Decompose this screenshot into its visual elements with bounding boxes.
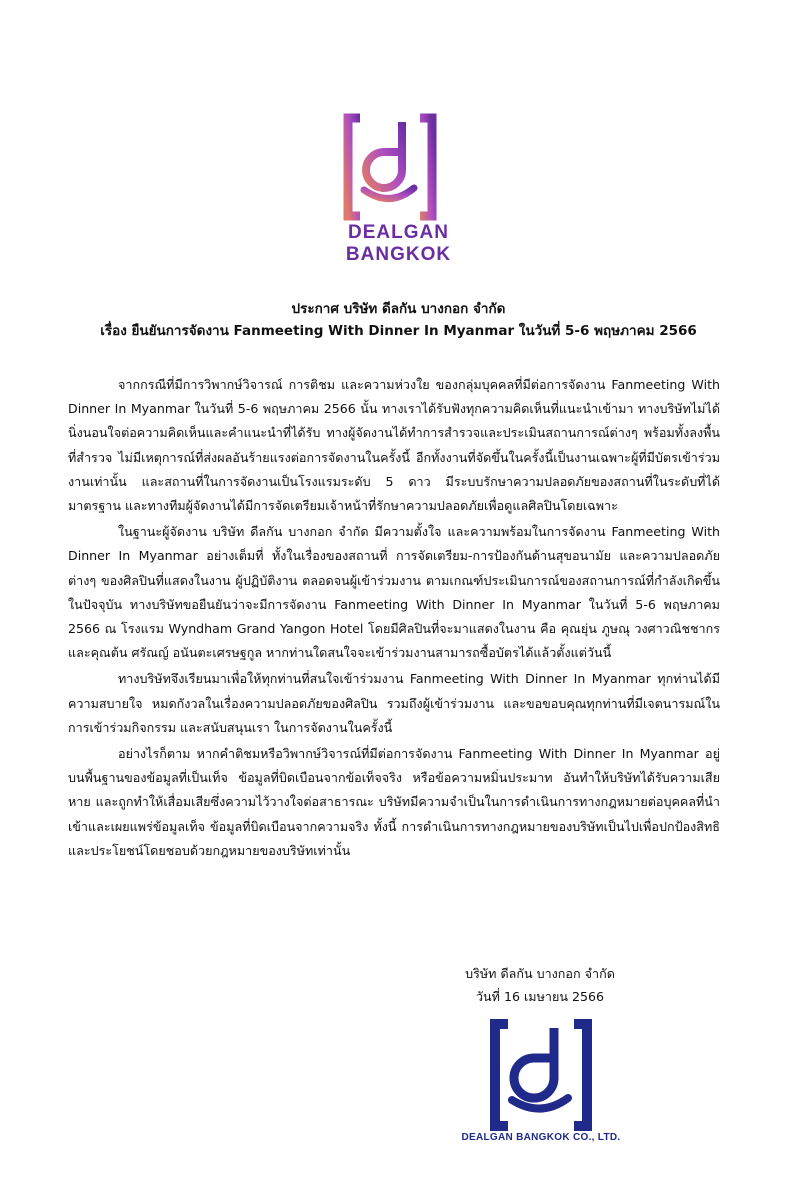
paragraph-2: ในฐานะผู้จัดงาน บริษัท ดีลกัน บางกอก จำกัด มีความตั้งใจ และความพร้อมในการจัดงาน Fanmeeting With Dinner In Myanmar อย่างเต็มที่ ทั้งในเรื่องของสถานที่ การจัดเตรียม-การป้องกันด้านสุขอนามัย และความปลอดภัยต่างๆ ของศิลปินที่แสดงในงาน ผู้ปฏิบัติงาน ตลอดจนผู้เข้าร่วมงาน ตามเกณฑ์ประเมินการณ์ของสถานการณ์ที่กำลังเกิดขึ้นในปัจจุบัน ทางบริษัทขอยืนยันว่าจะมีการจัดงาน Fanmeeting With Dinner In Myanmar ในวันที่ 5-6 พฤษภาคม 2566 ณ โรงแรม Wyndham Grand Yangon Hotel โดยมีศิลปินที่จะมาแสดงในงาน คือ คุณยุ่น ภูษณุ วงศาวณิชชากร และคุณต้น ศรัณญ์ อนันตะเศรษฐกูล หากท่านใดสนใจจะเข้าร่วมงานสามารถซื้อบัตรได้แล้วตั้งแต่วันนี้: [68, 524, 720, 661]
company-logo-bottom: [486, 1018, 596, 1132]
brand-name-bottom: DEALGAN BANGKOK CO., LTD.: [461, 1132, 621, 1143]
signoff-company: บริษัท ดีลกัน บางกอก จำกัด: [465, 966, 615, 981]
brand-line-1: DEALGAN: [348, 222, 449, 243]
signoff-date: วันที่ 16 เมษายน 2566: [475, 989, 605, 1004]
paragraph-4: อย่างไรก็ตาม หากคำติชมหรือวิพากษ์วิจารณ์ที่มีต่อการจัดงาน Fanmeeting With Dinner In Myanmar อยู่บนพื้นฐานของข้อมูลที่เป็นเท็จ ข้อมูลที่บิดเบือนจากข้อเท็จจริง หรือข้อความหมิ่นประมาท อันทำให้บริษัทได้รับความเสียหาย และถูกทำให้เสื่อมเสียซึ่งความไว้วางใจต่อสาธารณะ บริษัทมีความจำเป็นในการดำเนินการทางกฎหมายต่อบุคคลที่นำเข้าและเผยแพร่ข้อมูลเท็จ ข้อมูลที่บิดเบือนจากความจริง ทั้งนี้ การดำเนินการทางกฎหมายของบริษัทเป็นไปเพื่อปกป้องสิทธิและประโยชน์โดยชอบด้วยกฎหมายของบริษัทเท่านั้น: [68, 746, 720, 858]
announcement-body: [68, 373, 720, 863]
company-logo-top: [340, 112, 440, 222]
signoff: [440, 962, 640, 1008]
brand-name-top: [300, 222, 497, 266]
paragraph-1: จากกรณีที่มีการวิพากษ์วิจารณ์ การติชม และความห่วงใย ของกลุ่มบุคคลที่มีต่อการจัดงาน Fanmeeting With Dinner In Myanmar ในวันที่ 5-6 พฤษภาคม 2566 นั้น ทางเราได้รับฟังทุกความคิดเห็นที่แนะนำเข้ามา ทางบริษัทไม่ได้นิ่งนอนใจต่อความคิดเห็นและคำแนะนำที่ได้รับ ทางผู้จัดงานได้ทำการสำรวจและประเมินสถานการณ์ต่างๆ พร้อมทั้งลงพื้นที่สำรวจ ไม่มีเหตุการณ์ที่ส่งผลอันร้ายแรงต่อการจัดงานในครั้งนี้ อีกทั้งงานที่จัดขึ้นในครั้งนี้เป็นงานเฉพาะผู้ที่มีบัตรเข้าร่วมงานเท่านั้น และสถานที่ในการจัดงานเป็นโรงแรมระดับ 5 ดาว มีระบบรักษาความปลอดภัยของสถานที่ในระดับที่ได้มาตรฐาน และทางทีมผู้จัดงานได้มีการจัดเตรียมเจ้าหน้าที่รักษาความปลอดภัยเพื่อดูแลศิลปินโดยเฉพาะ: [68, 377, 720, 514]
announcement-heading: [40, 298, 757, 342]
paragraph-3: ทางบริษัทจึงเรียนมาเพื่อให้ทุกท่านที่สนใจเข้าร่วมงาน Fanmeeting With Dinner In Myanmar ทุกท่านได้มีความสบายใจ หมดกังวลในเรื่องความปลอดภัยของศิลปิน รวมถึงผู้เข้าร่วมงาน และขอขอบคุณทุกท่านที่มีเจตนารมณ์ในการเข้าร่วมกิจกรรม และสนับสนุนเรา ในการจัดงานในครั้งนี้: [68, 671, 720, 735]
brand-line-2: BANGKOK: [345, 244, 452, 265]
heading-line-1: ประกาศ บริษัท ดีลกัน บางกอก จำกัด: [291, 301, 506, 317]
heading-line-2: เรื่อง ยืนยันการจัดงาน Fanmeeting With Dinner In Myanmar ในวันที่ 5-6 พฤษภาคม 2566: [100, 323, 697, 339]
